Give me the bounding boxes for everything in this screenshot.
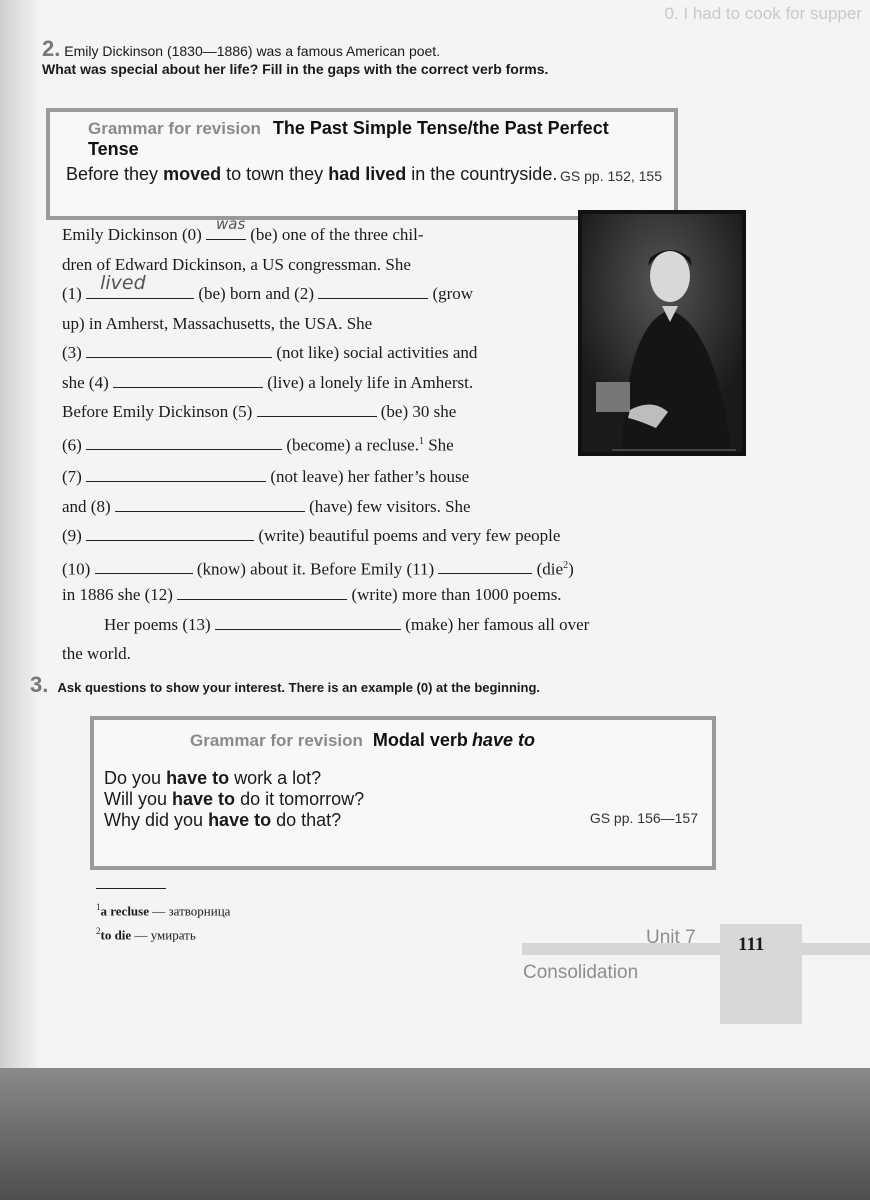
footnote-word: to die <box>100 927 132 943</box>
text-line <box>62 521 712 551</box>
footer-stripe <box>522 943 870 955</box>
example-bold: have to <box>166 768 230 788</box>
example-line <box>104 789 364 810</box>
footnote-mark: 2 <box>563 559 569 571</box>
footnote-divider <box>96 888 166 889</box>
example-part: Do you <box>104 768 162 788</box>
exercise-3-heading <box>30 672 724 698</box>
exercise-instruction: What was special about her life? Fill in the gaps with the correct verb forms. <box>42 61 549 77</box>
text-line <box>62 610 712 640</box>
text-span: (3) <box>62 343 82 362</box>
unit-label: Unit 7 <box>646 927 696 948</box>
footnote-translation: — умирать <box>134 927 196 943</box>
exercise-instruction: Ask questions to show your interest. There is an example (0) at the beginning. <box>57 680 541 695</box>
text-span: (not like) social activities and <box>276 343 478 362</box>
footnote-number: 2 <box>96 926 101 937</box>
example-bold: have to <box>208 810 272 830</box>
handwritten-answer: was <box>216 214 246 233</box>
example-part: work a lot? <box>234 768 322 788</box>
text-line <box>62 462 712 492</box>
text-span: she (4) <box>62 372 109 392</box>
example-part: Before they <box>66 164 159 184</box>
text-span: Her poems (13) <box>104 614 211 634</box>
answer-gap-11[interactable] <box>438 557 532 574</box>
answer-gap-4[interactable] <box>113 371 263 388</box>
text-span: (be) born and (2) <box>198 284 314 303</box>
text-span: (have) few visitors. She <box>309 496 471 516</box>
text-line <box>62 368 582 398</box>
example-bold: have to <box>172 789 236 809</box>
exercise-intro: Emily Dickinson (1830—1886) was a famous American poet. <box>64 43 441 59</box>
grammar-label: Grammar for revision <box>190 731 363 750</box>
grammar-reference: GS pp. 156—157 <box>589 810 698 826</box>
text-span: (die <box>536 559 564 579</box>
grammar-example <box>66 164 557 185</box>
answer-gap-1[interactable] <box>86 271 194 299</box>
answer-gap-6[interactable] <box>86 433 282 450</box>
answer-gap-13[interactable] <box>215 613 401 630</box>
answer-gap-2[interactable] <box>318 282 428 299</box>
text-line <box>62 397 582 427</box>
text-span: (write) beautiful poems and very few people <box>258 526 561 545</box>
example-bold: moved <box>163 164 222 184</box>
text-line <box>62 214 582 250</box>
example-bold: had lived <box>328 164 407 184</box>
text-line <box>62 492 712 522</box>
example-line <box>104 768 364 789</box>
grammar-examples <box>104 768 364 831</box>
footnote-number: 1 <box>96 902 101 912</box>
answer-gap-7[interactable] <box>86 465 266 482</box>
text-span: (become) a recluse. <box>286 435 419 455</box>
footnote-word: a recluse <box>100 903 149 919</box>
answer-gap-8[interactable] <box>115 495 305 512</box>
example-part: to town they <box>226 164 324 184</box>
text-line <box>62 639 712 669</box>
handwritten-answer: lived <box>100 271 146 294</box>
text-span: (live) a lonely life in Amherst. <box>267 372 474 392</box>
text-line <box>62 338 582 368</box>
grammar-title-italic: have to <box>471 730 535 750</box>
scan-background <box>0 1068 870 1200</box>
text-span: dren of Edward Dickinson, a US congressman. She <box>62 254 411 274</box>
text-span: (1) <box>62 284 82 303</box>
text-span: (make) her famous all over <box>405 614 590 634</box>
example-part: in the countryside. <box>411 164 558 184</box>
text-span: in 1886 she (12) <box>62 585 173 604</box>
footnote-mark: 1 <box>418 435 424 447</box>
text-line <box>62 427 582 457</box>
text-span: (know) about it. Before Emily (11) <box>196 559 435 579</box>
footnotes <box>96 888 230 946</box>
example-part: do it tomorrow? <box>240 789 365 809</box>
grammar-box-have-to <box>90 716 716 870</box>
text-line <box>62 551 712 581</box>
footnote-translation: — затворница <box>152 903 231 919</box>
text-span: (be) 30 she <box>380 402 457 421</box>
text-span: (write) more than 1000 poems. <box>351 585 562 604</box>
footnote-2 <box>96 921 230 945</box>
footnote-1 <box>96 897 230 921</box>
example-part: Will you <box>104 789 168 809</box>
grammar-reference: GS pp. 152, 155 <box>560 168 662 184</box>
text-span: Emily Dickinson (0) <box>62 225 202 244</box>
exercise-text <box>62 214 582 456</box>
text-line <box>62 271 582 309</box>
text-span: (7) <box>62 467 82 486</box>
answer-gap-9[interactable] <box>86 524 254 541</box>
example-line <box>104 810 364 831</box>
text-span: (grow <box>432 284 474 303</box>
page-number: 111 <box>738 934 765 955</box>
example-part: Why did you <box>104 810 204 830</box>
answer-gap-0[interactable] <box>206 214 246 240</box>
text-span: up) in Amherst, Massachusetts, the USA. She <box>62 313 373 333</box>
text-span: (9) <box>62 526 82 545</box>
text-span: (6) <box>62 435 82 455</box>
text-span: the world. <box>62 644 131 663</box>
emily-dickinson-portrait <box>578 210 746 456</box>
grammar-label: Grammar for revision <box>88 119 261 138</box>
text-span: ) <box>568 559 574 579</box>
exercise-text-continued <box>62 462 712 669</box>
section-label: Consolidation <box>523 962 639 983</box>
grammar-title: The Past Simple Tense/the Past Perfect Tense <box>88 118 609 159</box>
exercise-number: 2. <box>42 36 61 61</box>
exercise-2-heading <box>42 36 682 78</box>
example-part: do that? <box>276 810 342 830</box>
text-span: Before Emily Dickinson (5) <box>62 402 253 421</box>
answer-gap-12[interactable] <box>177 583 347 600</box>
answer-gap-5[interactable] <box>257 400 377 417</box>
answer-gap-10[interactable] <box>95 557 193 574</box>
text-span: (not leave) her father’s house <box>270 467 470 486</box>
grammar-title: Modal verb <box>372 730 468 750</box>
answer-gap-3[interactable] <box>86 341 272 358</box>
portrait-image <box>582 214 742 452</box>
exercise-number: 3. <box>30 672 49 697</box>
grammar-box-past-tenses <box>46 108 678 220</box>
text-span: and (8) <box>62 496 111 516</box>
text-span: She <box>428 435 454 455</box>
bleed-through-text: 0. I had to cook for supper <box>664 4 862 23</box>
page-edge-shadow <box>0 0 40 1068</box>
text-span: (10) <box>62 559 91 579</box>
text-line <box>62 309 582 339</box>
text-line <box>62 580 712 610</box>
text-span: (be) one of the three chil- <box>250 225 424 244</box>
